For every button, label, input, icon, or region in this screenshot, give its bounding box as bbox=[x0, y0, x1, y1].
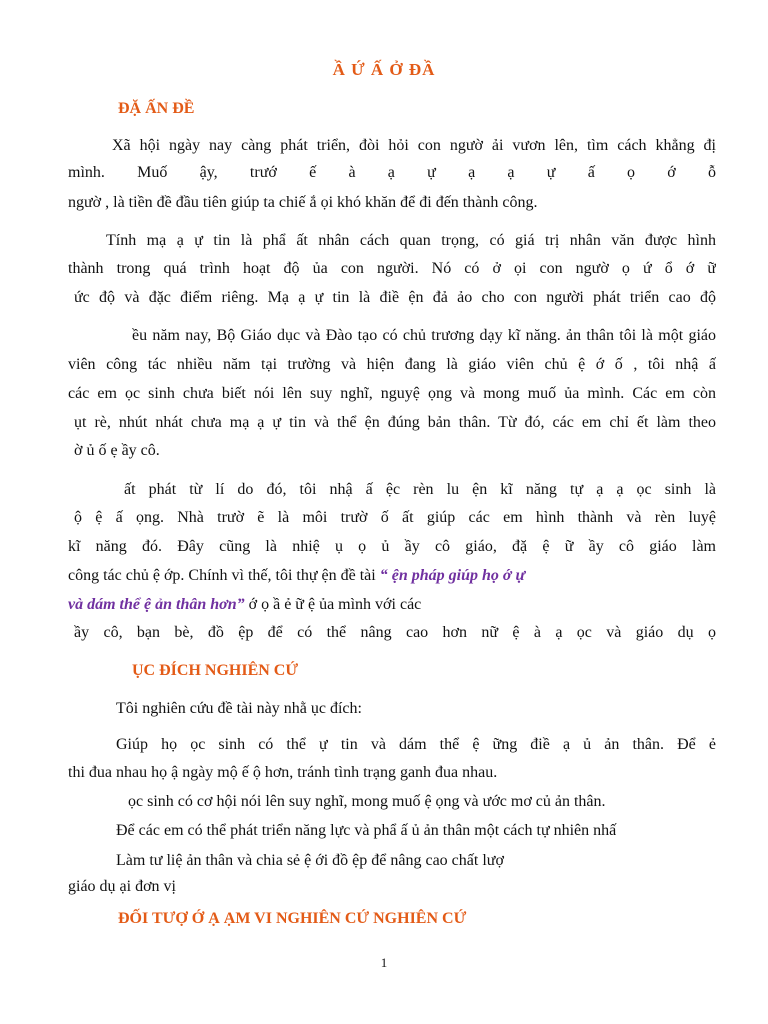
paragraph-line: các em ọc sinh chưa biết nói lên suy nghĩ, nguyệ ọng và mong muố ủa mình. Các em còn bbox=[68, 385, 716, 402]
paragraph-text: ớ ọ ầ ẻ ữ ệ ủa mình với các bbox=[244, 596, 422, 613]
section-heading-3: ĐỐI TƯỢ Ớ Ạ ẠM VI NGHIÊN CỨ NGHIÊN CỨ bbox=[118, 910, 467, 927]
paragraph-line: ngườ , là tiền đề đầu tiên giúp ta chiế ắ ọi khó khăn để đi đến thành công. bbox=[68, 194, 538, 211]
topic-title-emphasis: và dám thể ệ ản thân hơn” bbox=[68, 596, 245, 613]
paragraph-line: ộ ệ ấ ọng. Nhà trườ ẽ là môi trườ ố ất giúp các em hình thành và rèn luyệ bbox=[74, 509, 716, 526]
page-number: 1 bbox=[380, 955, 388, 970]
paragraph-line: ều năm nay, Bộ Giáo dục và Đào tạo có chủ trương dạy kĩ năng. ản thân tôi là một giáo bbox=[132, 327, 716, 344]
paragraph-line: Tính mạ ạ ự tin là phẩ ất nhân cách quan trọng, có giá trị nhân văn được hình bbox=[106, 232, 716, 249]
section-heading-1: ĐẶ ẤN ĐỀ bbox=[118, 100, 195, 117]
paragraph-line: viên công tác nhiều năm tại trường và hiện đang là giáo viên chủ ệ ớ ố , tôi nhậ ấ bbox=[68, 356, 716, 373]
paragraph-line: ầy cô, bạn bè, đồ ệp để có thể nâng cao hơn nữ ệ à ạ ọc và giáo dụ ọ bbox=[74, 624, 716, 641]
paragraph-line: Làm tư liệ ản thân và chia sẻ ệ ới đồ ệp để nâng cao chất lượ bbox=[116, 852, 504, 869]
paragraph-line: thành trong quá trình hoạt độ ủa con người. Nó có ở ọi con ngườ ọ ứ ổ ớ ữ bbox=[68, 260, 716, 277]
paragraph-line: mình. Muố ậy, trướ ế à ạ ự ạ ạ ự ấ ọ ớ ỗ bbox=[68, 164, 716, 181]
paragraph-line bbox=[68, 567, 716, 585]
paragraph-line: ọc sinh có cơ hội nói lên suy nghĩ, mong muố ệ ọng và ước mơ củ ản thân. bbox=[128, 793, 606, 810]
paragraph-line: ất phát từ lí do đó, tôi nhậ ấ ệc rèn lu ện kĩ năng tự ạ ạ ọc sinh là bbox=[124, 481, 716, 498]
paragraph-line: Tôi nghiên cứu đề tài này nhằ ục đích: bbox=[116, 700, 362, 717]
paragraph-text: công tác chủ ệ ớp. Chính vì thế, tôi thự ện đề tài bbox=[68, 567, 380, 584]
paragraph-line: kĩ năng đó. Đây cũng là nhiệ ụ ọ ủ ầy cô giáo, đặ ệ ữ ầy cô giáo làm bbox=[68, 538, 716, 555]
paragraph-line bbox=[68, 596, 716, 614]
paragraph-line: ờ ủ ố ẹ ầy cô. bbox=[74, 442, 160, 459]
paragraph-line: ụt rè, nhút nhát chưa mạ ạ ự tin và thể ện đúng bản thân. Từ đó, các em chỉ ết làm theo bbox=[74, 414, 716, 431]
paragraph-line: Để các em có thể phát triển năng lực và phẩ ấ ủ ản thân một cách tự nhiên nhấ bbox=[116, 822, 617, 839]
paragraph-line: Giúp họ ọc sinh có thể ự tin và dám thể ệ ững điề ạ ủ ản thân. Để ẻ bbox=[116, 736, 716, 753]
paragraph-line: thi đua nhau họ ậ ngày mộ ế ộ hơn, tránh tình trạng ganh đua nhau. bbox=[68, 764, 498, 781]
paragraph-line: ức độ và đặc điểm riêng. Mạ ạ ự tin là điề ện đả ảo cho con người phát triển cao độ bbox=[74, 289, 716, 306]
section-heading-2: ỤC ĐÍCH NGHIÊN CỨ bbox=[132, 662, 299, 679]
paragraph-line: Xã hội ngày nay càng phát triển, đòi hỏi con ngườ ải vươn lên, tìm cách khẳng đị bbox=[112, 137, 716, 154]
document-title: Ầ Ứ Ấ Ở ĐẦ bbox=[332, 60, 436, 79]
paragraph-line: giáo dụ ại đơn vị bbox=[68, 878, 176, 895]
topic-title-emphasis: “ ện pháp giúp họ ớ ự bbox=[379, 567, 526, 584]
